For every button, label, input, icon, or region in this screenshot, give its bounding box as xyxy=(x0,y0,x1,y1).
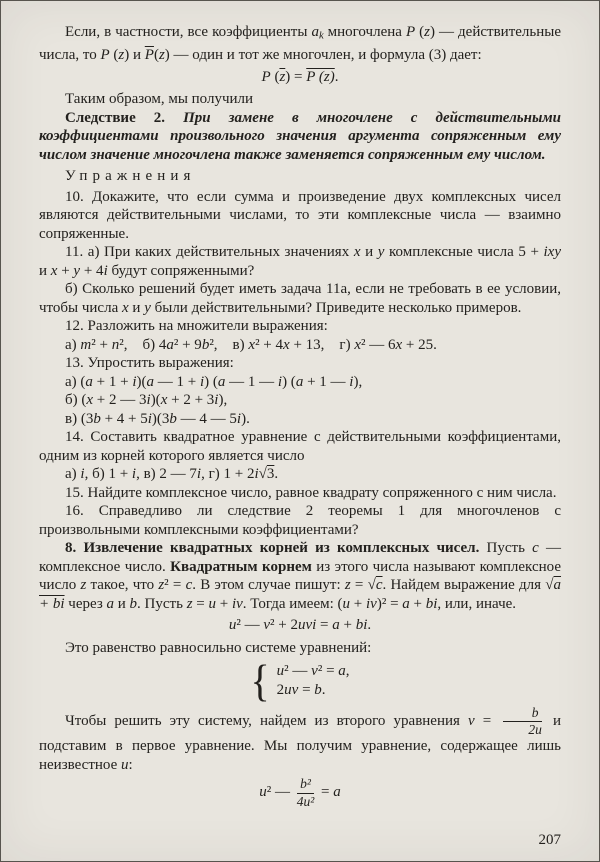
text-run: + xyxy=(57,262,74,279)
text-run: 16. Справедливо ли следствие 2 теоремы 1 для многочленов с произвольными комплексными коэффициентами? xyxy=(39,503,561,538)
text-run: + 1 + xyxy=(92,373,133,390)
text-run: = xyxy=(474,713,500,730)
text-run: Упражнения xyxy=(65,168,196,185)
fraction: $\frac{\text{b²}}{\text{4u²}}$ xyxy=(296,776,315,809)
text-run: будут сопряженными? xyxy=(107,262,255,279)
text-run: ( xyxy=(415,24,425,40)
text-run: a xyxy=(402,595,410,612)
text-run: а) xyxy=(65,466,81,483)
text-run: m xyxy=(80,336,92,353)
text-run: $\overline{z}$ xyxy=(279,68,286,85)
text-run: i xyxy=(199,373,205,390)
text-run: и xyxy=(128,299,145,316)
exercise-12-items xyxy=(39,336,561,355)
text-run: ( xyxy=(270,68,280,85)
text-run: a xyxy=(333,784,341,801)
text-run: из этого числа называют комплексное число xyxy=(39,558,561,594)
text-run: iv xyxy=(231,595,243,612)
text-run: , xyxy=(345,663,350,680)
text-run: 10. Докажите, что если сумма и произведение двух комплексных чисел являются действительными числами, то эти комплексные числа — взаимно сопряженные. xyxy=(39,188,561,242)
text-run: x xyxy=(121,299,129,316)
text-run: z xyxy=(344,577,351,594)
text-run: Чтобы решить эту систему, найдем из второго уравнения xyxy=(65,713,469,730)
text-run: y xyxy=(73,262,81,279)
text-run: ² — xyxy=(284,663,312,680)
exercise-16 xyxy=(39,502,561,539)
exercise-13-b xyxy=(39,391,561,410)
text-run: x xyxy=(354,336,361,353)
text-run: ² = xyxy=(164,577,186,594)
text-run: 11. а) При каких действительных значениях xyxy=(65,244,354,261)
text-run: : xyxy=(128,756,133,773)
page-number: 207 xyxy=(538,832,561,848)
text-run: Следствие 2. xyxy=(65,109,166,126)
text-run: ² + 4 xyxy=(255,336,284,353)
solve-paragraph xyxy=(39,706,561,774)
text-run: Если, в частности, все коэффициенты xyxy=(65,24,312,40)
text-run: v xyxy=(311,663,318,680)
page-content xyxy=(39,23,561,809)
text-run: i xyxy=(277,373,283,390)
text-run: + 1 — xyxy=(303,373,350,390)
text-run: Это равенство равносильно системе уравнений: xyxy=(65,639,372,656)
text-run: u xyxy=(121,756,129,773)
text-run: многочлена xyxy=(323,24,406,40)
text-run: a xyxy=(311,24,319,40)
text-run: = xyxy=(192,595,209,612)
text-run: + xyxy=(350,595,366,612)
conjugation-formula xyxy=(39,68,561,87)
text-run: P xyxy=(261,68,271,85)
text-run: = xyxy=(317,784,334,801)
text-run: k xyxy=(318,30,324,42)
text-run: 15. Найдите комплексное число, равное квадрату сопряженного с ним числа. xyxy=(65,484,557,501)
text-run: ) — действительные числа, то xyxy=(39,24,561,64)
text-run: P xyxy=(405,24,416,40)
text-run: i xyxy=(80,466,85,483)
text-run: Квадратным корнем xyxy=(170,558,312,575)
text-run: a xyxy=(106,595,115,612)
text-run: x xyxy=(353,244,361,261)
text-run: x xyxy=(50,262,58,279)
text-run: iv xyxy=(366,595,377,612)
text-run: bi xyxy=(355,617,368,634)
text-run: i xyxy=(254,466,259,483)
text-run: через xyxy=(64,595,107,612)
text-run: a xyxy=(332,617,340,634)
text-run: x xyxy=(160,392,168,409)
system-equation xyxy=(277,681,326,700)
text-run: u xyxy=(342,595,351,612)
text-run: . xyxy=(321,682,326,699)
text-run: a xyxy=(166,336,174,353)
text-run: a xyxy=(85,373,93,390)
exercise-15 xyxy=(39,484,561,503)
text-run: ) ( xyxy=(282,373,296,390)
text-run: b xyxy=(201,336,210,353)
text-run: + 2 — 3 xyxy=(93,392,147,409)
text-run: = xyxy=(316,617,333,634)
text-run: u xyxy=(228,617,237,634)
text-run: a xyxy=(338,663,346,680)
text-run: i xyxy=(236,410,242,427)
text-run: ², в) xyxy=(209,336,249,353)
text-run: = √ xyxy=(350,577,376,594)
text-run: 2 xyxy=(276,682,285,699)
text-run: a xyxy=(146,373,154,390)
text-run: — 4 — 5 xyxy=(176,410,237,427)
exercise-11a xyxy=(39,243,561,280)
text-run: + 25. xyxy=(402,336,437,353)
text-run: y xyxy=(377,244,385,261)
text-run: u xyxy=(259,784,267,801)
text-run: a xyxy=(217,373,226,390)
text-run: bi xyxy=(425,595,438,612)
text-run: c xyxy=(185,577,193,594)
text-run: )( xyxy=(136,373,147,390)
text-run: . xyxy=(367,617,372,634)
text-run: 13. Упростить выражения: xyxy=(65,355,234,372)
text-run: z xyxy=(186,595,193,612)
text-run: . Пусть xyxy=(137,595,187,612)
text-run: uv xyxy=(284,682,299,699)
text-run: i xyxy=(131,466,137,483)
text-run: x xyxy=(395,336,403,353)
text-run: y xyxy=(144,299,151,316)
final-equation xyxy=(39,777,561,808)
text-run: . xyxy=(274,466,279,483)
text-run: v xyxy=(263,617,270,634)
text-run: ), xyxy=(218,392,228,409)
text-run: ) ( xyxy=(204,373,218,390)
text-run: . Найдем выражение для √ xyxy=(382,577,554,594)
transition-paragraph xyxy=(39,90,561,109)
text-run: + 4 + 5 xyxy=(100,410,148,427)
text-run: + xyxy=(216,595,232,612)
text-run: c xyxy=(532,540,539,557)
text-run: Таким образом, мы получили xyxy=(65,91,254,108)
text-run: )( xyxy=(150,392,161,409)
text-run: z xyxy=(424,24,430,40)
text-run: ). xyxy=(241,410,250,427)
system-intro xyxy=(39,639,561,658)
text-run: ² — xyxy=(266,784,294,801)
text-run: . Тогда имеем: ( xyxy=(242,595,343,612)
text-run: z xyxy=(80,577,87,594)
equation-system xyxy=(39,655,561,706)
text-run: , в) 2 — 7 xyxy=(136,466,197,483)
text-run: ² = xyxy=(317,663,339,680)
text-run: а) xyxy=(65,336,81,353)
system-equation xyxy=(277,662,350,681)
exercise-13-a xyxy=(39,373,561,392)
text-run: ² + 9 xyxy=(173,336,202,353)
text-run: u xyxy=(208,595,216,612)
exercise-12 xyxy=(39,317,561,336)
text-run: + 2 + 3 xyxy=(167,392,215,409)
text-run: i xyxy=(196,466,202,483)
text-run: x xyxy=(248,336,256,353)
text-run: b xyxy=(314,682,322,699)
text-run: 12. Разложить на множители выражения: xyxy=(65,318,328,335)
text-run: )(3 xyxy=(151,410,170,427)
text-run: и xyxy=(39,262,51,279)
text-run: ) — один и тот же многочлен, и формула (3) дает: xyxy=(164,47,482,64)
text-run: а) ( xyxy=(65,373,86,390)
exercise-14 xyxy=(39,428,561,465)
text-run: ) и xyxy=(124,47,145,64)
text-run: ( xyxy=(109,47,119,64)
text-run: i xyxy=(146,392,151,409)
text-run: )² = xyxy=(376,595,403,612)
text-run: — комплексное число. xyxy=(39,540,562,575)
text-run: z xyxy=(158,47,165,64)
text-run: Пусть xyxy=(486,540,533,557)
text-run: z xyxy=(118,47,125,64)
exercise-10 xyxy=(39,188,561,244)
fraction: $\frac{b}{2u}$ xyxy=(502,706,542,737)
text-run: в) (3 xyxy=(65,410,94,427)
text-run: = xyxy=(298,682,315,699)
corollary-2 xyxy=(39,109,561,165)
text-run: a + bi xyxy=(39,577,562,612)
text-run: , или, иначе. xyxy=(437,595,517,612)
exercise-11b xyxy=(39,280,561,317)
text-run: 14. Составить квадратное уравнение с действительными коэффициентами, одним из корней которого является число xyxy=(39,429,561,464)
text-run: v xyxy=(468,713,475,730)
text-run: — 1 — xyxy=(225,373,278,390)
text-run: ² — 6 xyxy=(360,336,396,353)
text-run: + xyxy=(409,595,426,612)
text-run: u xyxy=(276,663,285,680)
text-run: При замене в многочлене с действительными коэффициентами произвольного значения аргумента сопряженным ему числом значение многочлена также заменяется сопряженным ему числом. xyxy=(39,109,561,163)
intro-paragraph xyxy=(39,23,561,65)
text-run: + 4 xyxy=(80,262,104,279)
text-run: ), xyxy=(353,373,363,390)
text-run: б) ( xyxy=(65,392,87,409)
text-run: ² — xyxy=(236,617,264,634)
text-run: b xyxy=(169,410,177,427)
text-run: . xyxy=(334,68,339,85)
text-run: P (z) xyxy=(306,68,335,85)
text-run: i xyxy=(214,392,219,409)
text-run: z xyxy=(158,577,165,594)
text-run: b xyxy=(93,410,101,427)
text-run: 3 xyxy=(266,466,275,483)
text-run: ² + 2 xyxy=(270,617,298,634)
text-run: c xyxy=(375,577,383,594)
system-brace: { xyxy=(250,655,270,706)
exercises-heading xyxy=(39,167,561,186)
text-run: x xyxy=(283,336,290,353)
exercise-14-items xyxy=(39,465,561,484)
text-run: комплексные числа 5 + xyxy=(384,244,544,261)
text-run: $\overline{P}$ xyxy=(144,47,154,64)
text-run: √ xyxy=(258,466,267,483)
text-run: x xyxy=(86,392,94,409)
text-run: i xyxy=(349,373,354,390)
text-run: + xyxy=(339,617,356,634)
text-run: i xyxy=(103,262,108,279)
text-run: и xyxy=(360,244,378,261)
text-run: такое, что xyxy=(86,577,159,594)
text-run: и xyxy=(114,595,130,612)
text-run: + 13, г) xyxy=(289,336,355,353)
expansion-formula xyxy=(39,616,561,635)
text-run: ² + xyxy=(91,336,112,353)
text-run: были действительными? Приведите несколько примеров. xyxy=(150,299,522,316)
text-run: n xyxy=(111,336,120,353)
text-run: ixy xyxy=(543,244,561,261)
text-run: — 1 + xyxy=(154,373,200,390)
text-run: i xyxy=(132,373,137,390)
section-8-paragraph xyxy=(39,539,561,613)
text-run: 8. Извлечение квадратных корней из комплексных чисел. xyxy=(65,540,487,557)
text-run: b xyxy=(129,595,138,612)
text-run: , г) 1 + 2 xyxy=(201,466,255,483)
text-run: P xyxy=(100,47,110,64)
text-run: . В этом случае пишут: xyxy=(192,577,345,594)
text-run: a xyxy=(295,373,304,390)
text-run: uvi xyxy=(297,617,317,634)
exercise-13 xyxy=(39,354,561,373)
text-run: i xyxy=(147,410,152,427)
text-run: и подставим в первое уравнение. Мы получим уравнение, содержащее лишь неизвестное xyxy=(39,713,562,773)
text-run: , б) 1 + xyxy=(84,466,132,483)
text-run: ) = xyxy=(285,68,307,85)
text-run: ², б) 4 xyxy=(119,336,167,353)
exercise-13-c xyxy=(39,410,561,429)
text-run: б) Сколько решений будет иметь задача 11а, если не требовать в ее условии, чтобы числа xyxy=(39,281,561,316)
text-run: ( xyxy=(153,47,159,64)
